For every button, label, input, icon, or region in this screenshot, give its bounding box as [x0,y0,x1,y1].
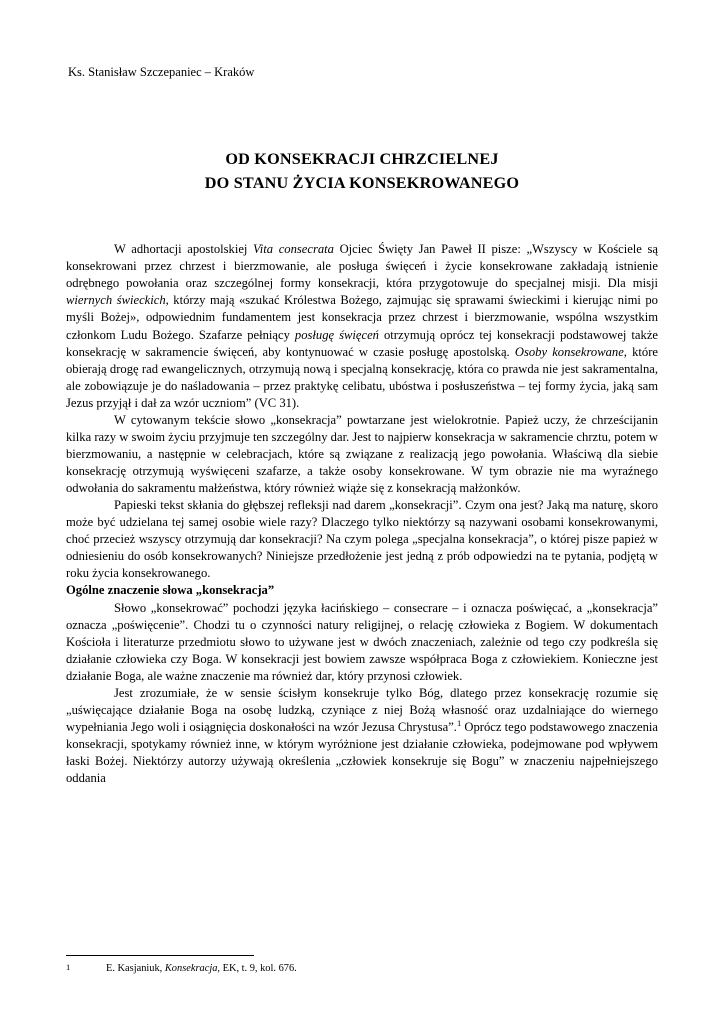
header-author: Ks. Stanisław Szczepaniec – Kraków [68,65,255,79]
footnote-1 [66,962,658,976]
footnote-area [66,955,658,976]
footnote-number: 1 [66,962,71,973]
paragraph-1: W adhortacji apostolskiej Vita consecrata Ojciec Święty Jan Paweł II pisze: „Wszyscy w Kościele są konsekrowani przez chrzest i bierzmowanie, ale posługa święceń i życie konsekrowane zakładają istnienie odrębnego powołania oraz szczególnej formy konsekracji, która przygotowuje do specjalnej misji. Dla misji wiernych świeckich, którzy mają «szukać Królestwa Bożego, zajmując się sprawami świeckimi i kierując nimi po myśli Bożej», odpowiednim fundamentem jest konsekracja przez chrzest i bierzmowanie, wspólna wszystkim członkom Ludu Bożego. Szafarze pełniący posługę święceń otrzymują oprócz tej konsekracji podstawowej także konsekrację w sakramencie święceń, aby kontynuować w czasie posługę apostolską. Osoby konsekrowane, które obierają drogę rad ewangelicznych, otrzymują nową i specjalną konsekrację, która co prawda nie jest sakramentalna, ale zobowiązuje je do naśladowania – przez praktykę celibatu, ubóstwa i posłuszeństwa – tej formy życia, jaką sam Jezus przyjął i dał za wzór uczniom” (VC 31). [66,242,658,410]
paragraph-2: W cytowanym tekście słowo „konsekracja” powtarzane jest wielokrotnie. Papież uczy, że chrześcijanin kilka razy w swoim życiu przyjmuje ten szczególny dar. Jest to najpierw konsekracja w sakramencie chrztu, potem w bierzmowaniu, a następnie w celebracjach, które są związane z realizacją jego powołania. Właściwą dla siebie konsekrację otrzymują wyświęceni szafarze, a także osoby konsekrowane. W tym obrazie nie ma wyraźnego odwołania do sakramentu małżeństwa, który również wiąże się z konsekracją małżonków. [66,412,658,496]
paragraph-3: Papieski tekst skłania do głębszej refleksji nad darem „konsekracji”. Czym ona jest? Jaką ma naturę, skoro może być udzielana tej samej osobie wiele razy? Dlaczego tylko niektórzy są nazywani osobami konsekrowanymi, choć przecież wszyscy otrzymują dar konsekracji? Na czym polega „specjalna konsekracja”, o której pisze papież w odniesieniu do osób konsekrowanych? Niniejsze przedłożenie jest jedną z prób odpowiedzi na te pytania, podjętą w roku życia konsekrowanego. [66,498,658,581]
footnote-marker: 1 [456,717,462,728]
section-paragraph-1: Słowo „konsekrować” pochodzi języka łacińskiego – consecrare – i oznacza poświęcać, a „konsekracja” oznacza „poświęcenie”. Chodzi tu o czynności natury religijnej, o relację człowieka z Bogiem. W dokumentach Kościoła i literaturze przedmiotu słowo to używane jest w dwóch znaczeniach, zależnie od tego czy podkreśla się działanie człowieka czy Boga. W konsekracji jest bowiem zawsze współpraca Boga z człowiekiem. Konieczne jest działanie Boga, ale ważne znaczenie ma również dar, który przynosi człowiek. [66,600,658,683]
footnote-author: E. Kasjaniuk, [106,963,165,975]
section-heading: Ogólne znaczenie słowa „konsekracja” [66,583,275,598]
footnote-reference: EK, t. 9, kol. 676. [220,963,297,975]
title-line-2: DO STANU ŻYCIA KONSEKROWANEGO [204,173,520,192]
page-title [66,148,658,195]
title-line-1: OD KONSEKRACJI CHRZCIELNEJ [225,150,499,169]
footnote-divider [66,955,254,956]
section-paragraph-2: Jest zrozumiałe, że w sensie ścisłym konsekruje tylko Bóg, dlatego przez konsekrację rozumie się „uświęcające działanie Boga na osobę ludzką, czyniące z niej Bożą własność oraz uzdalniające do wiernego wypełniania Jego woli i osiągnięcia doskonałości na wzór Jezusa Chrystusa”.$^1$ Oprócz tego podstawowego znaczenia konsekracji, spotykamy również inne, w którym wyróżnione jest działanie człowieka, podejmowane pod wpływem łaski Bożej. Niektórzy autorzy używają określenia „człowiek konsekruje się Bogu” w znaczeniu najpełniejszego oddania [66,685,658,786]
footnote-text [106,963,297,974]
document-body [66,241,658,787]
footnote-work-title: Konsekracja, [164,963,220,975]
